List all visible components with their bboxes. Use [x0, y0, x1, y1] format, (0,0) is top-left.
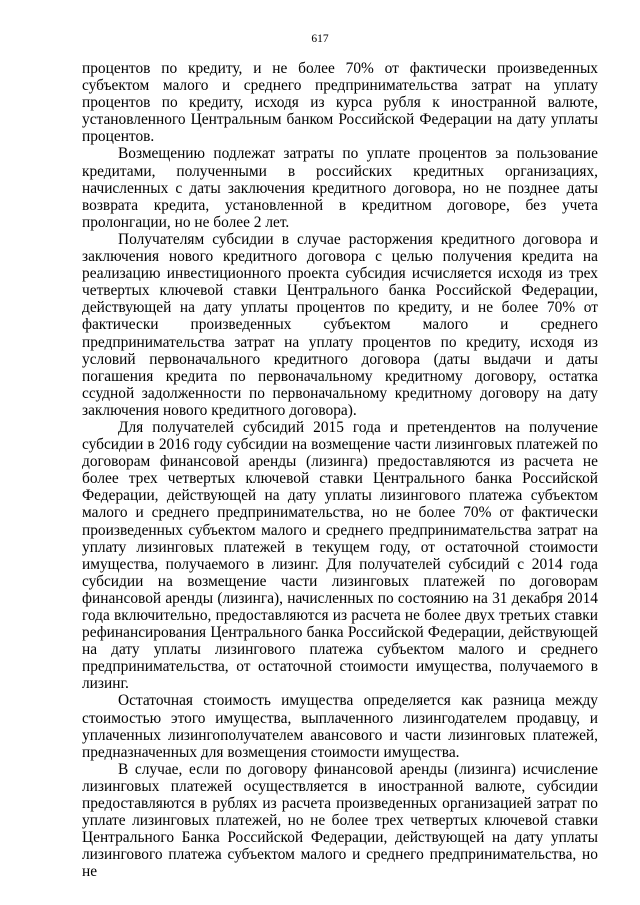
- paragraph-leasing-subsidies: Для получателей субсидий 2015 года и претендентов на получение субсидии в 2016 году субсидии на возмещение части лизинговых платежей по договорам финансовой аренды (лизинга) предоставляются из расчета не более трех четвертых ключевой ставки Центрального банка Российской Федерации, действующей на дату уплаты лизингового платежа субъектом малого и среднего предпринимательства, но не более 70% от фактически произведенных субъектом малого и среднего предпринимательства затрат на уплату лизинговых платежей в текущем году, от остаточной стоимости имущества, получаемого в лизинг. Для получателей субсидий с 2014 года субсидии на возмещение части лизинговых платежей по договорам финансовой аренды (лизинга), начисленных по состоянию на 31 декабря 2014 года включительно, предоставляются из расчета не более двух третьих ставки рефинансирования Центрального банка Российской Федерации, действующей на дату уплаты лизингового платежа субъектом малого и среднего предпринимательства, от остаточной стоимости имущества, получаемого в лизинг.: [82, 418, 598, 693]
- paragraph-continuation: процентов по кредиту, и не более 70% от фактически произведенных субъектом малого и среднего предпринимательства затрат на уплату процентов по кредиту, исходя из курса рубля к иностранной валюте, установленного Центральным банком Российской Федерации на дату уплаты процентов.: [82, 60, 598, 146]
- paragraph-residual-value: Остаточная стоимость имущества определяется как разница между стоимостью этого имущества, выплаченного лизингодателем продавцу, и уплаченных лизингополучателем авансового и части лизинговых платежей, предназначенных для возмещения стоимости имущества.: [82, 692, 598, 761]
- page-number: 617: [311, 33, 329, 45]
- document-body: [82, 60, 598, 881]
- paragraph-foreign-currency: В случае, если по договору финансовой аренды (лизинга) исчисление лизинговых платежей осуществляется в иностранной валюте, субсидии предоставляются в рублях из расчета произведенных организацией затрат по уплате лизинговых платежей, но не более трех четвертых ключевой ставки Центрального Банка Российской Федерации, действующей на дату уплаты лизингового платежа субъектом малого и среднего предпринимательства, но не: [82, 760, 598, 881]
- paragraph-contract-termination: Получателям субсидии в случае расторжения кредитного договора и заключения нового кредитного договора с целью получения кредита на реализацию инвестиционного проекта субсидия исчисляется исходя из трех четвертых ключевой ставки Центрального банка Российской Федерации, действующей на дату уплаты процентов по кредиту, и не более 70% от фактически произведенных субъектом малого и среднего предпринимательства затрат на уплату процентов по кредиту, исходя из условий первоначального кредитного договора (даты выдачи и даты погашения кредита по первоначальному кредитному договору, остатка ссудной задолженности по первоначальному кредитному договору на дату заключения нового кредитного договора).: [82, 230, 598, 419]
- paragraph-interest-reimbursement: Возмещению подлежат затраты по уплате процентов за пользование кредитами, полученными в российских кредитных организациях, начисленных с даты заключения кредитного договора, но не позднее даты возврата кредита, установленной в кредитном договоре, без учета пролонгации, но не более 2 лет.: [82, 145, 598, 231]
